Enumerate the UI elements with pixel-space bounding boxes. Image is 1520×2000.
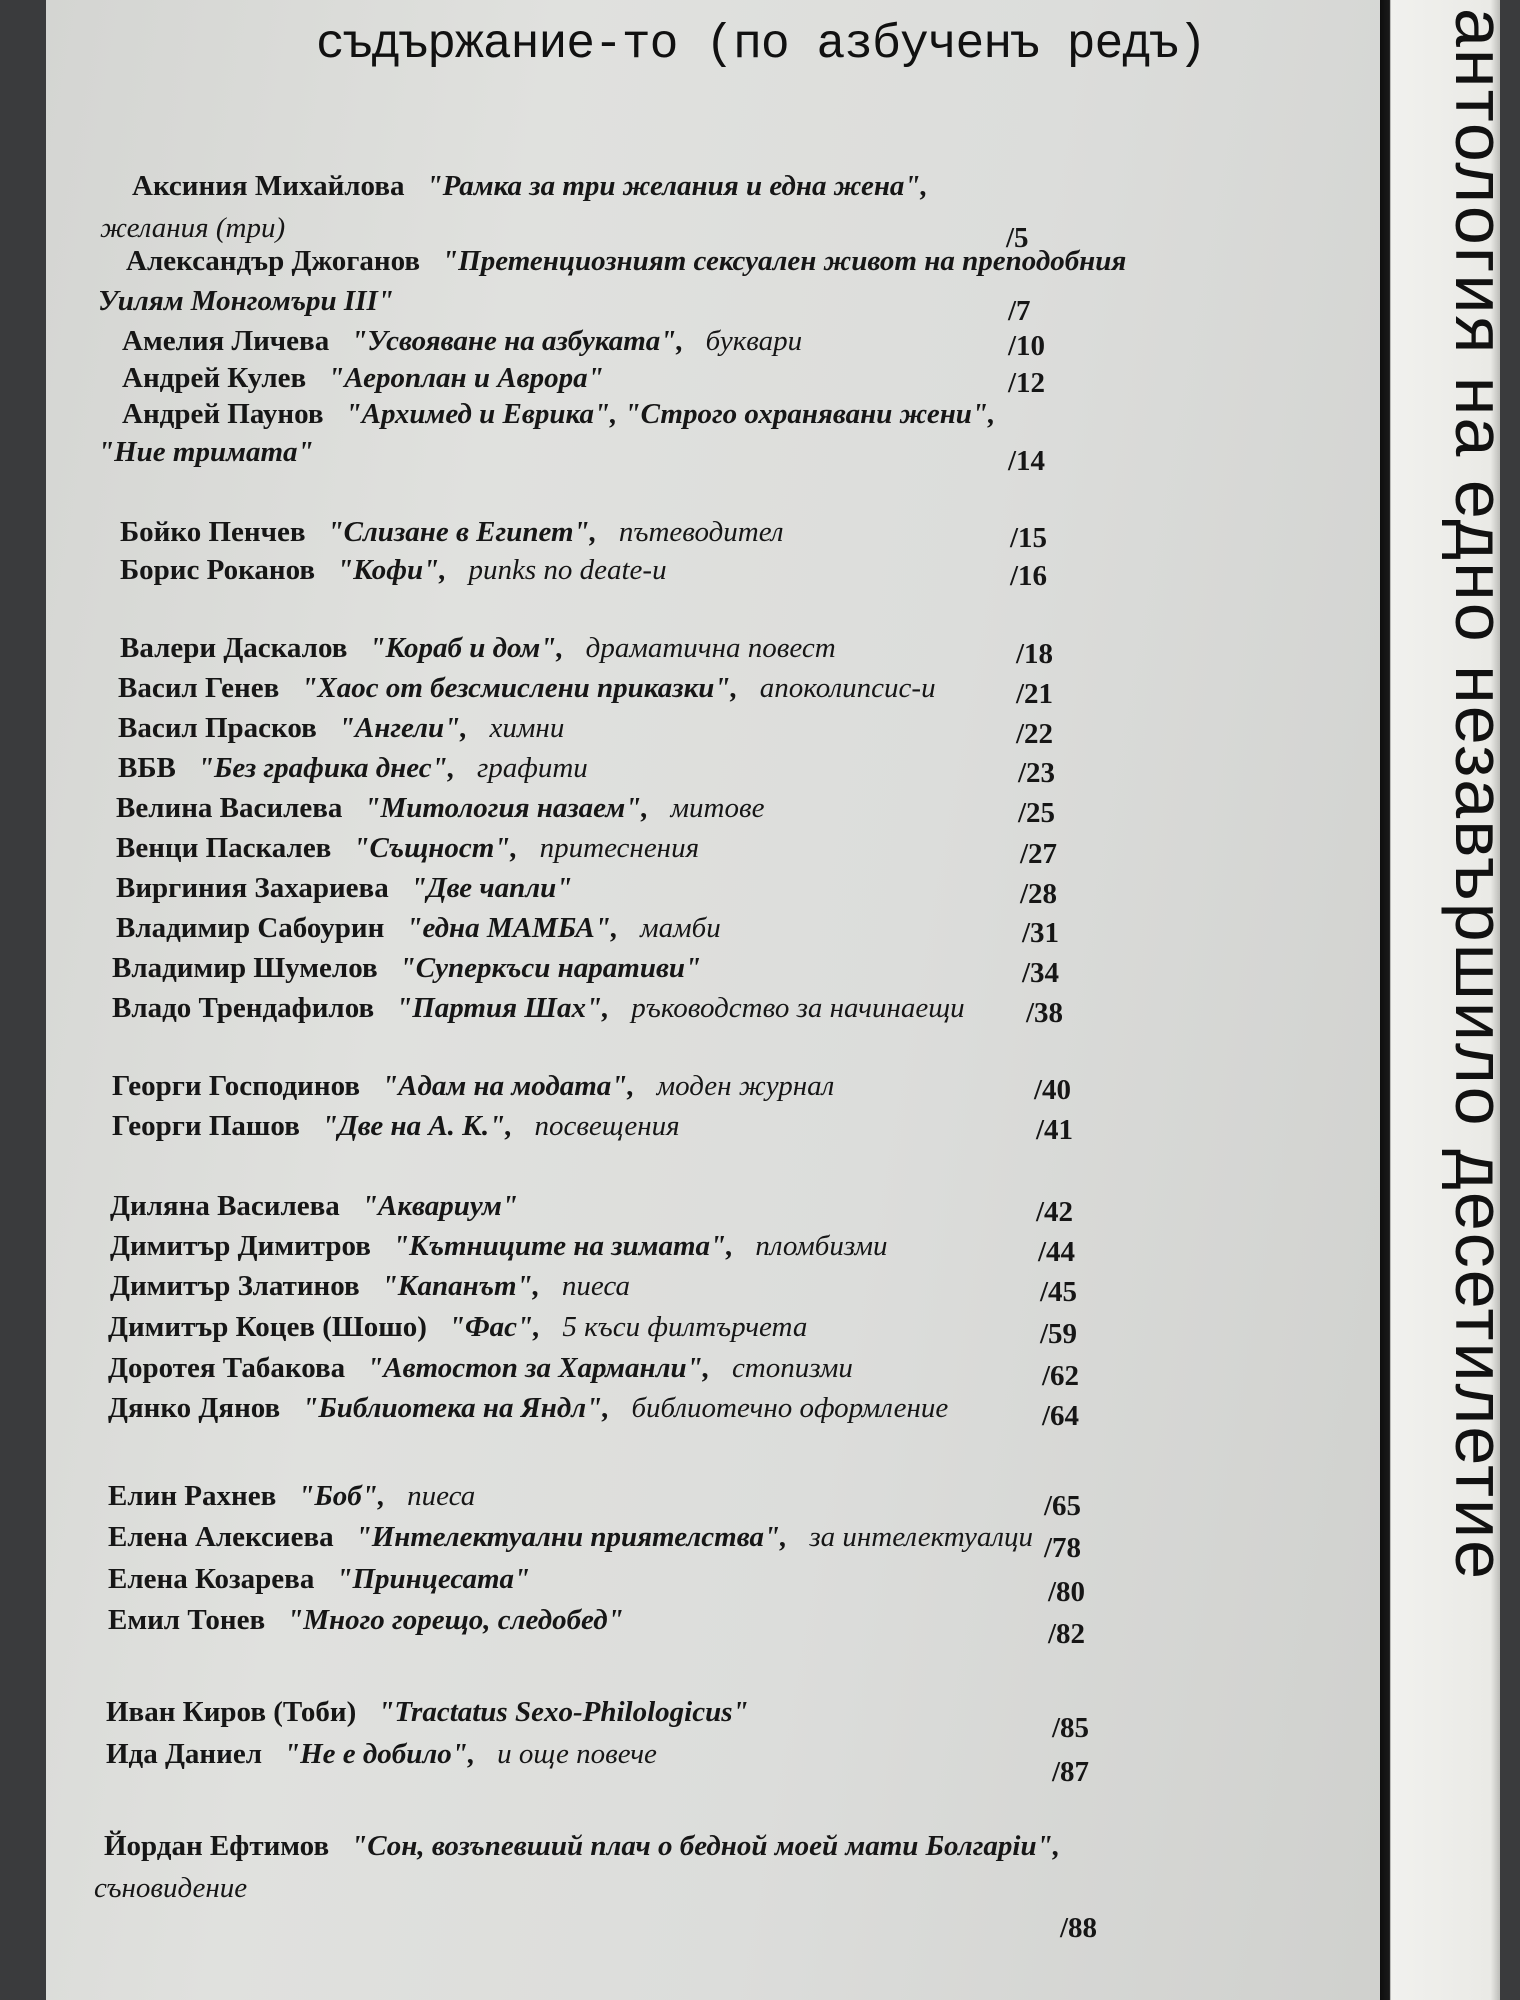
entry-work-title: "Слизане в Египет", <box>327 516 597 548</box>
entry-work-title: "Адам на модата", <box>382 1070 635 1102</box>
toc-entry <box>112 1070 834 1103</box>
entry-genre-note: библиотечно оформление <box>631 1392 949 1424</box>
toc-entry <box>110 1230 888 1263</box>
entry-work-title: "Същност", <box>353 832 518 864</box>
toc-entry <box>108 1480 475 1513</box>
toc-entry <box>104 1830 1060 1863</box>
entry-work-title: "една МАМБА", <box>406 912 619 944</box>
entry-genre-note: буквари <box>705 325 803 357</box>
entry-genre-note: 5 къси филтърчета <box>562 1311 808 1343</box>
entry-work-title: "Две на А. К.", <box>321 1110 513 1142</box>
entry-work-title: "Ангели", <box>338 712 468 744</box>
toc-entry <box>106 1738 657 1771</box>
page-title: съдържание-то (по азбученъ редъ) <box>316 18 1206 72</box>
toc-entry <box>132 170 928 203</box>
entry-work-title: "Суперкъси наративи" <box>399 952 702 984</box>
entry-page-number: /21 <box>1016 678 1054 710</box>
entry-author: Васил Генев <box>118 672 280 704</box>
entry-page-number: /23 <box>1018 757 1056 789</box>
toc-entry <box>122 398 995 431</box>
entry-genre-note: стопизми <box>731 1352 853 1384</box>
toc-entry <box>126 245 1126 278</box>
entry-page-number: /22 <box>1016 718 1054 750</box>
entry-work-title: "Архимед и Еврика", "Строго охранявани жени", <box>345 398 996 430</box>
entry-author: Елена Козарева <box>108 1563 315 1595</box>
toc-entry <box>108 1521 1033 1554</box>
entry-author: Андрей Кулев <box>122 362 307 394</box>
toc-entry <box>108 1604 624 1637</box>
entry-page-number: /27 <box>1020 838 1058 870</box>
toc-entry <box>116 912 721 945</box>
entry-work-title: "Капанът", <box>381 1270 540 1302</box>
toc-entry <box>108 1563 530 1596</box>
entry-genre-note: punks по deate-и <box>468 554 667 586</box>
entry-work-title: "Аквариум" <box>361 1190 518 1222</box>
entry-author: Димитър Димитров <box>110 1230 371 1262</box>
entry-page-number: /42 <box>1036 1196 1074 1228</box>
entry-page-number: /64 <box>1042 1400 1080 1432</box>
toc-entry <box>110 1190 518 1223</box>
entry-author: Доротея Табакова <box>108 1352 346 1384</box>
toc-entry <box>112 952 701 985</box>
toc-entry <box>120 632 836 665</box>
entry-author: Велина Василева <box>116 792 343 824</box>
entry-genre-note: за интелектуалци <box>809 1521 1034 1553</box>
entry-work-title: "Две чапли" <box>410 872 573 904</box>
entry-author: Георги Пашов <box>112 1110 300 1142</box>
entry-author: Елена Алексиева <box>108 1521 334 1553</box>
entry-work-title: "Боб", <box>298 1480 386 1512</box>
entry-work-title: "Много горещо, следобед" <box>287 1604 624 1636</box>
toc-entry <box>118 712 564 745</box>
entry-author: Ида Даниел <box>106 1738 262 1770</box>
entry-genre-note: мамби <box>640 912 721 944</box>
entry-work-title: "Сон, возъпевший плач о бедной моей мати Болгаріи", <box>351 1830 1060 1862</box>
entry-page-number: /59 <box>1040 1318 1078 1350</box>
entry-author: Владо Трендафилов <box>112 992 375 1024</box>
entry-page-number: /25 <box>1018 797 1056 829</box>
entry-work-title: "Не е добило", <box>284 1738 476 1770</box>
entry-work-title: "Без графика днес", <box>197 752 455 784</box>
toc-entry <box>110 1270 630 1303</box>
toc-entry <box>122 362 604 395</box>
entry-page-number: /12 <box>1008 367 1046 399</box>
entry-author: Андрей Паунов <box>122 398 324 430</box>
entry-work-title: "Интелектуални приятелства", <box>355 1521 788 1553</box>
entry-author: ВБВ <box>118 752 176 784</box>
entry-author: Аксиния Михайлова <box>132 170 405 202</box>
entry-author: Бойко Пенчев <box>120 516 306 548</box>
entry-genre-note: ръководство за начинаещи <box>631 992 965 1024</box>
toc-entry <box>106 1696 749 1729</box>
entry-author: Владимир Сабоурин <box>116 912 385 944</box>
entry-author: Борис Роканов <box>120 554 316 586</box>
entry-page-number: /87 <box>1052 1756 1090 1788</box>
entry-page-number: /65 <box>1044 1490 1082 1522</box>
entry-page-number: /44 <box>1038 1236 1076 1268</box>
toc-entry <box>122 325 802 358</box>
entry-page-number: /28 <box>1020 878 1058 910</box>
entry-page-number: /18 <box>1016 638 1054 670</box>
entry-genre-note: и още повече <box>497 1738 657 1770</box>
entry-author: Виргиния Захариева <box>116 872 389 904</box>
entry-genre-note: химни <box>489 712 565 744</box>
book-page <box>46 0 1414 2000</box>
entry-genre-note: пломбизми <box>755 1230 888 1262</box>
toc-entry <box>112 1110 680 1143</box>
entry-author: Елин Рахнев <box>108 1480 277 1512</box>
entry-author: Диляна Василева <box>110 1190 340 1222</box>
entry-author: Йордан Ефтимов <box>104 1830 330 1862</box>
toc-entry <box>116 872 572 905</box>
entry-author: Дянко Дянов <box>108 1392 281 1424</box>
entry-author: Владимир Шумелов <box>112 952 378 984</box>
entry-page-number: /16 <box>1010 560 1048 592</box>
entry-author: Георги Господинов <box>112 1070 361 1102</box>
entry-continuation: "Ние тримата" <box>98 436 314 468</box>
entry-author: Венци Паскалев <box>116 832 332 864</box>
entry-work-title: "Автостоп за Харманли", <box>367 1352 710 1384</box>
toc-entry <box>120 516 784 549</box>
entry-page-number: /82 <box>1048 1618 1086 1650</box>
entry-work-title: "Митология назаем", <box>364 792 649 824</box>
entry-work-title: "Усвояване на азбуката", <box>351 325 684 357</box>
entry-author: Валери Даскалов <box>120 632 348 664</box>
entry-genre-note: пиеса <box>407 1480 476 1512</box>
toc-entry <box>120 554 667 587</box>
entry-work-title: "Фас", <box>448 1311 541 1343</box>
entry-work-title: "Кораб и дом", <box>369 632 564 664</box>
entry-author: Александър Джоганов <box>126 245 421 277</box>
entry-page-number: /10 <box>1008 330 1046 362</box>
entry-genre-note: посвещения <box>534 1110 680 1142</box>
entry-page-number: /7 <box>1008 295 1031 327</box>
entry-page-number: /38 <box>1026 997 1064 1029</box>
entry-page-number: /34 <box>1022 957 1060 989</box>
entry-work-title: "Претенциозният сексуален живот на преподобния <box>442 245 1127 277</box>
entry-page-number: /88 <box>1060 1912 1098 1944</box>
entry-author: Иван Киров (Тоби) <box>106 1696 357 1728</box>
spine-title: антология на едно незавършило десетилетие <box>1441 8 1519 1582</box>
entry-author: Емил Тонев <box>108 1604 266 1636</box>
entry-work-title: "Рамка за три желания и една жена", <box>426 170 928 202</box>
book-spine <box>1380 0 1519 2000</box>
entry-work-title: "Партия Шах", <box>396 992 610 1024</box>
entry-work-title: "Библиотека на Яндл", <box>302 1392 610 1424</box>
entry-author: Амелия Личева <box>122 325 330 357</box>
toc-entry <box>118 752 588 785</box>
entry-genre-note: притеснения <box>539 832 700 864</box>
entry-genre-note: митове <box>670 792 765 824</box>
entry-page-number: /45 <box>1040 1276 1078 1308</box>
entry-genre-note: пътеводител <box>618 516 784 548</box>
entry-work-title: "Хаос от безсмислени приказки", <box>301 672 738 704</box>
entry-page-number: /80 <box>1048 1576 1086 1608</box>
entry-continuation: съновидение <box>94 1872 248 1904</box>
entry-page-number: /78 <box>1044 1532 1082 1564</box>
toc-entry <box>116 792 764 825</box>
entry-page-number: /40 <box>1034 1074 1072 1106</box>
entry-genre-note: апоколипсис-и <box>759 672 936 704</box>
entry-page-number: /31 <box>1022 917 1060 949</box>
toc-entry <box>108 1352 853 1385</box>
entry-continuation: Уилям Монгомъри III" <box>98 285 394 317</box>
entry-page-number: /62 <box>1042 1360 1080 1392</box>
entry-author: Димитър Златинов <box>110 1270 360 1302</box>
entry-genre-note: графити <box>476 752 588 784</box>
entry-page-number: /41 <box>1036 1114 1074 1146</box>
entry-author: Васил Прасков <box>118 712 317 744</box>
entry-continuation: желания (три) <box>100 212 286 244</box>
toc-entry <box>108 1392 948 1425</box>
entry-work-title: "Кътниците на зимата", <box>392 1230 734 1262</box>
entry-genre-note: драматична повест <box>585 632 836 664</box>
entry-work-title: "Tractatus Sexo-Philologicus" <box>378 1696 749 1728</box>
entry-work-title: "Принцесата" <box>336 1563 531 1595</box>
entry-page-number: /5 <box>1006 222 1029 254</box>
entry-page-number: /85 <box>1052 1712 1090 1744</box>
entry-genre-note: моден журнал <box>656 1070 835 1102</box>
toc-entry <box>118 672 936 705</box>
entry-genre-note: пиеса <box>561 1270 631 1302</box>
entry-work-title: "Кофи", <box>337 554 447 586</box>
entry-page-number: /15 <box>1010 522 1048 554</box>
entry-page-number: /14 <box>1008 445 1046 477</box>
entry-work-title: "Аероплан и Аврора" <box>328 362 604 394</box>
toc-entry <box>116 832 699 865</box>
table-of-contents <box>46 0 1414 2000</box>
toc-entry <box>108 1311 807 1344</box>
toc-entry <box>112 992 965 1025</box>
entry-author: Димитър Коцев (Шошо) <box>108 1311 427 1343</box>
